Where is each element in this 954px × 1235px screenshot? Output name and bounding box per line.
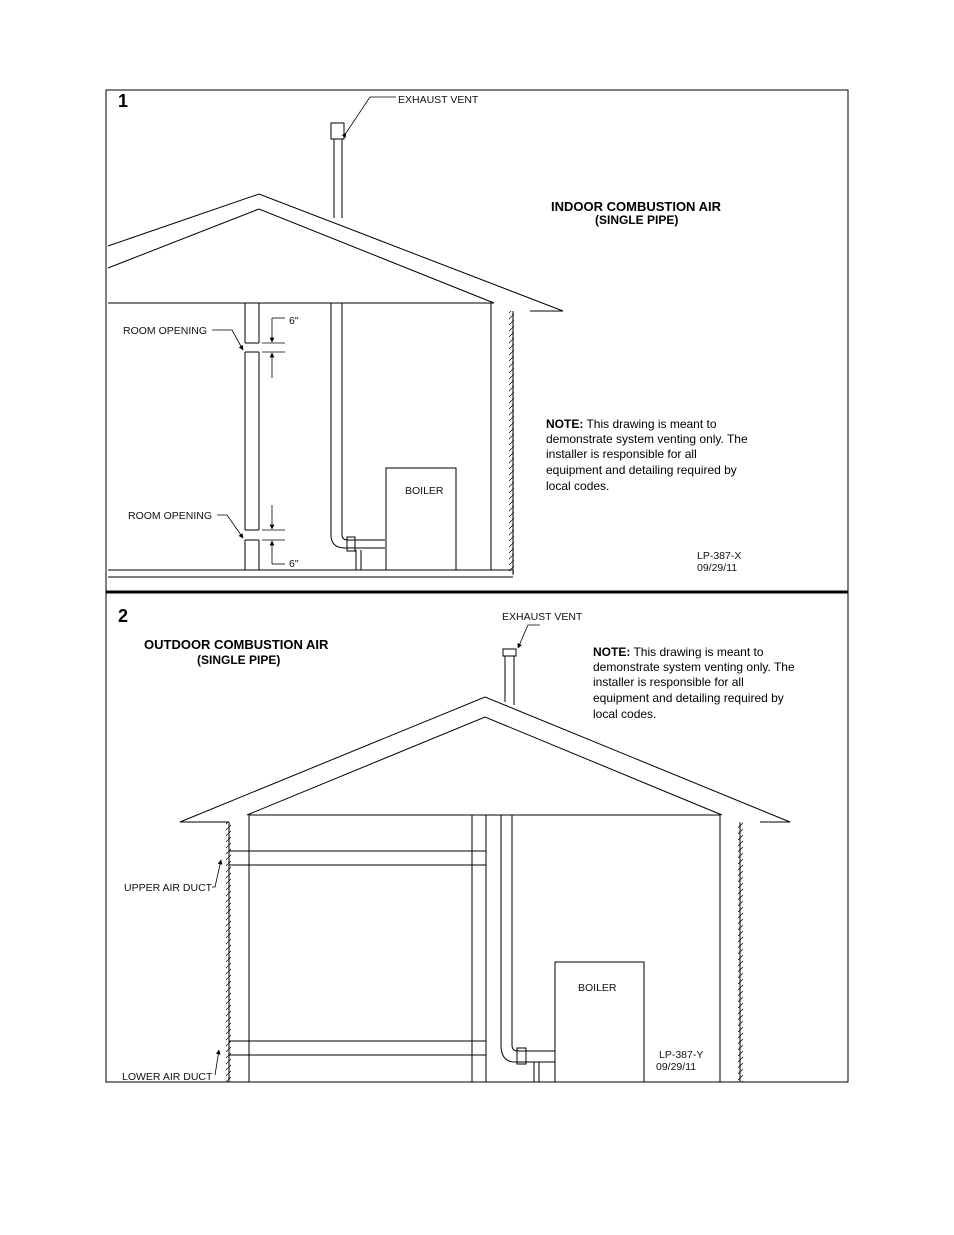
roof-inner <box>108 209 494 303</box>
exhaust-vent-label: EXHAUST VENT <box>398 94 479 106</box>
panel-2-code: LP-387-Y <box>659 1049 704 1061</box>
note-bold: NOTE: <box>593 645 631 659</box>
panel-number: 1 <box>118 91 129 111</box>
note-line: installer is responsible for all <box>546 447 697 461</box>
vent-coupling <box>347 537 355 551</box>
panel-2-title: OUTDOOR COMBUSTION AIR <box>144 637 329 652</box>
note-line: equipment and detailing required by <box>593 691 784 705</box>
svg-text:NOTE: This drawing is meant to <box>593 645 764 659</box>
note-line: This drawing is meant to <box>633 645 764 659</box>
upper-air-duct-label: UPPER AIR DUCT <box>124 882 213 894</box>
exhaust-cap <box>331 123 344 139</box>
exhaust-leader <box>518 625 540 648</box>
note-line: This drawing is meant to <box>586 417 717 431</box>
note-line: local codes. <box>546 479 610 493</box>
panel-1 <box>108 91 748 577</box>
panel-2 <box>118 606 795 1083</box>
room-opening-upper-label: ROOM OPENING <box>123 325 208 337</box>
upper-air-duct <box>229 851 486 865</box>
roof-outer <box>180 697 790 822</box>
panel-1-subtitle: (SINGLE PIPE) <box>595 213 679 227</box>
panel-1-note <box>546 417 748 493</box>
exhaust-vent-label: EXHAUST VENT <box>502 611 583 623</box>
right-wall-hatch <box>509 311 514 573</box>
dim-lower-label: 6" <box>289 558 299 570</box>
svg-text:NOTE: This drawing is meant to <box>546 417 717 431</box>
panel-1-date: 09/29/11 <box>697 562 738 574</box>
panel-number: 2 <box>118 606 129 626</box>
boiler-2-label: BOILER <box>578 982 617 994</box>
room-opening-lower-leader <box>217 515 243 538</box>
upper-duct-leader <box>212 860 221 887</box>
dim-upper-label: 6" <box>289 315 299 327</box>
lower-air-duct-label: LOWER AIR DUCT <box>122 1071 213 1083</box>
vent-elbow-outer <box>331 535 385 548</box>
note-line: demonstrate system venting only. The <box>593 660 795 674</box>
note-line: equipment and detailing required by <box>546 463 737 477</box>
room-opening-lower-label: ROOM OPENING <box>128 510 213 522</box>
outer-frame <box>106 90 848 1082</box>
exhaust-cap <box>503 649 516 656</box>
panel-2-subtitle: (SINGLE PIPE) <box>197 653 281 667</box>
note-line: installer is responsible for all <box>593 675 744 689</box>
panel-2-date: 09/29/11 <box>656 1061 697 1073</box>
right-wall-hatch <box>738 822 743 1082</box>
vent-elbow-outer <box>501 1045 555 1062</box>
exhaust-leader <box>346 97 396 133</box>
note-bold: NOTE: <box>546 417 584 431</box>
lower-duct-leader <box>215 1050 219 1075</box>
boiler-1-label: BOILER <box>405 485 444 497</box>
boiler-1 <box>386 468 456 570</box>
roof-outer <box>108 194 563 311</box>
note-line: local codes. <box>593 707 657 721</box>
panel-2-note <box>593 645 795 721</box>
lower-air-duct <box>229 1041 486 1055</box>
boiler-2 <box>555 962 644 1082</box>
room-opening-upper-leader <box>212 330 243 350</box>
roof-inner <box>247 717 722 815</box>
panel-1-code: LP-387-X <box>697 550 742 562</box>
panel-1-title: INDOOR COMBUSTION AIR <box>551 199 721 214</box>
note-line: demonstrate system venting only. The <box>546 432 748 446</box>
